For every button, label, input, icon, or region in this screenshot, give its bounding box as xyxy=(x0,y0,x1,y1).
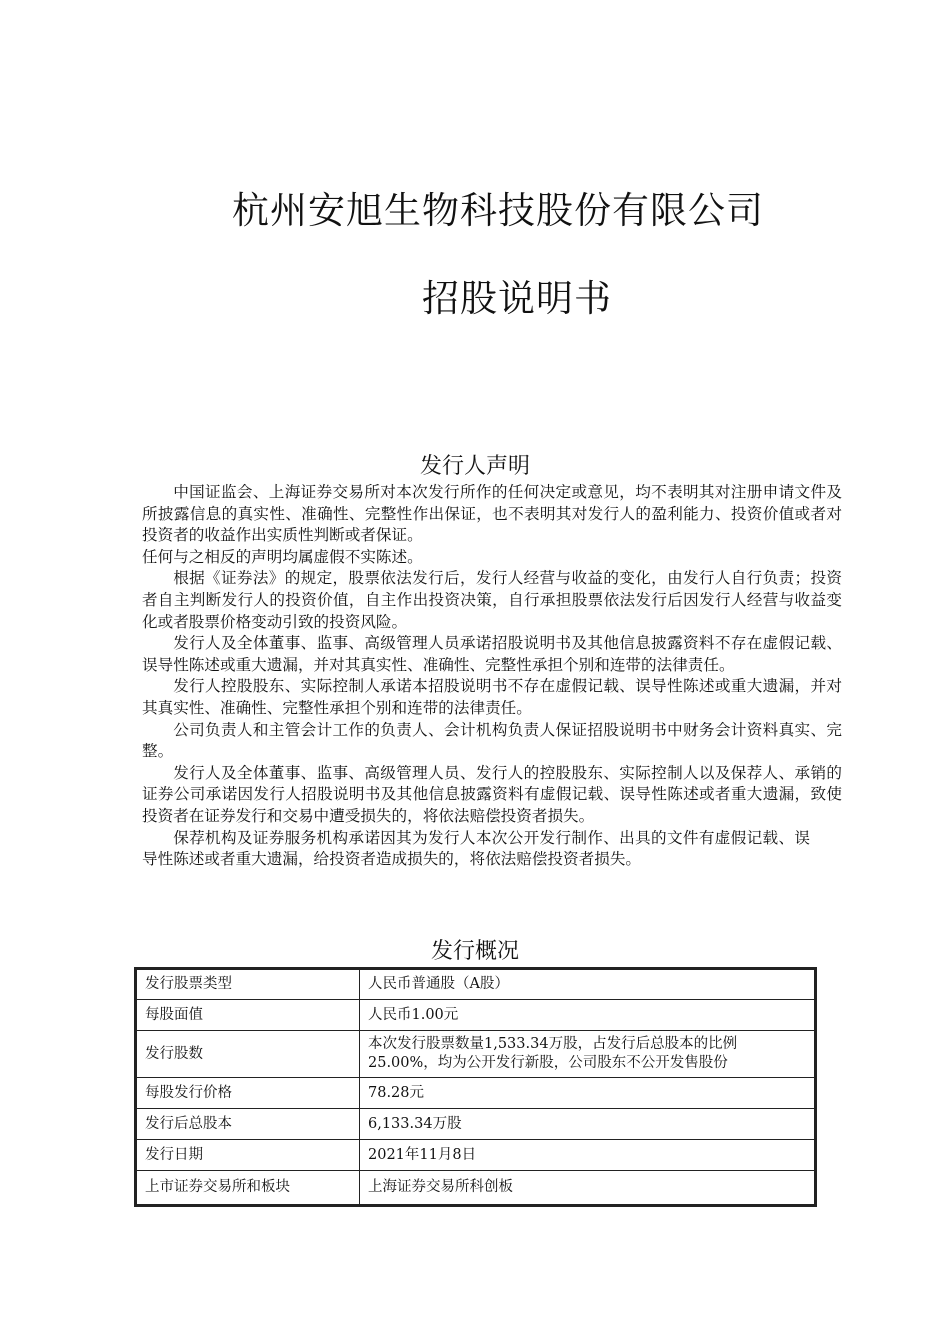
row-value: 上海证券交易所科创板 xyxy=(360,1171,816,1206)
table-row xyxy=(136,1000,816,1031)
declaration-paragraph: 发行人及全体董事、监事、高级管理人员承诺招股说明书及其他信息披露资料不存在虚假记载、误导性陈述或重大遗漏，并对其真实性、准确性、完整性承担个别和连带的法律责任。 xyxy=(142,634,842,674)
table-row xyxy=(136,1140,816,1171)
declaration-paragraph: 根据《证券法》的规定，股票依法发行后，发行人经营与收益的变化，由发行人自行负责；投资者自主判断发行人的投资价值，自主作出投资决策，自行承担股票依法发行后因发行人经营与收益变化或者股票价格变动引致的投资风险。 xyxy=(142,569,842,631)
declaration-paragraph: 发行人控股股东、实际控制人承诺本招股说明书不存在虚假记载、误导性陈述或重大遗漏，并对其真实性、准确性、完整性承担个别和连带的法律责任。 xyxy=(142,677,842,717)
row-value: 2021年11月8日 xyxy=(360,1140,816,1171)
declaration-paragraph: 公司负责人和主管会计工作的负责人、会计机构负责人保证招股说明书中财务会计资料真实、完整。 xyxy=(142,720,842,761)
declaration-body xyxy=(142,482,842,871)
row-label: 发行后总股本 xyxy=(136,1109,360,1140)
declaration-heading: 发行人声明 xyxy=(419,454,530,479)
table-row xyxy=(136,1109,816,1140)
row-value: 人民币1.00元 xyxy=(360,1000,816,1031)
row-value: 人民币普通股（A股） xyxy=(360,969,816,1000)
row-value: 6,133.34万股 xyxy=(360,1109,816,1140)
offering-overview-table xyxy=(134,967,817,1207)
declaration-paragraph: 中国证监会、上海证券交易所对本次发行所作的任何决定或意见，均不表明其对注册申请文件及所披露信息的真实性、准确性、完整性作出保证，也不表明其对发行人的盈利能力、投资价值或者对投资者的收益作出实质性判断或者保证。 xyxy=(142,483,842,545)
declaration-paragraph: 任何与之相反的声明均属虚假不实陈述。 xyxy=(142,547,423,566)
table-row xyxy=(136,1078,816,1109)
table-row xyxy=(136,1031,816,1078)
row-label: 每股面值 xyxy=(136,1000,360,1031)
row-label: 发行日期 xyxy=(136,1140,360,1171)
table-row xyxy=(136,969,816,1000)
company-name: 杭州安旭生物科技股份有限公司 xyxy=(232,189,764,232)
row-label: 发行股数 xyxy=(136,1031,360,1078)
row-label: 发行股票类型 xyxy=(136,969,360,1000)
row-label: 每股发行价格 xyxy=(136,1078,360,1109)
declaration-paragraph: 保荐机构及证券服务机构承诺因其为发行人本次公开发行制作、出具的文件有虚假记载、误导性陈述或者重大遗漏，给投资者造成损失的，将依法赔偿投资者损失。 xyxy=(142,828,810,869)
document-title: 招股说明书 xyxy=(422,277,612,320)
row-label: 上市证券交易所和板块 xyxy=(136,1171,360,1206)
table-row xyxy=(136,1171,816,1206)
declaration-paragraph: 发行人及全体董事、监事、高级管理人员、发行人的控股股东、实际控制人以及保荐人、承销的证券公司承诺因发行人招股说明书及其他信息披露资料有虚假记载、误导性陈述或者重大遗漏，致使投资者在证券发行和交易中遭受损失的，将依法赔偿投资者损失。 xyxy=(142,763,842,825)
overview-heading: 发行概况 xyxy=(430,939,519,964)
row-value: 78.28元 xyxy=(360,1078,816,1109)
row-value: 本次发行股票数量1,533.34万股，占发行后总股本的比例25.00%，均为公开发行新股，公司股东不公开发售股份 xyxy=(360,1031,816,1078)
